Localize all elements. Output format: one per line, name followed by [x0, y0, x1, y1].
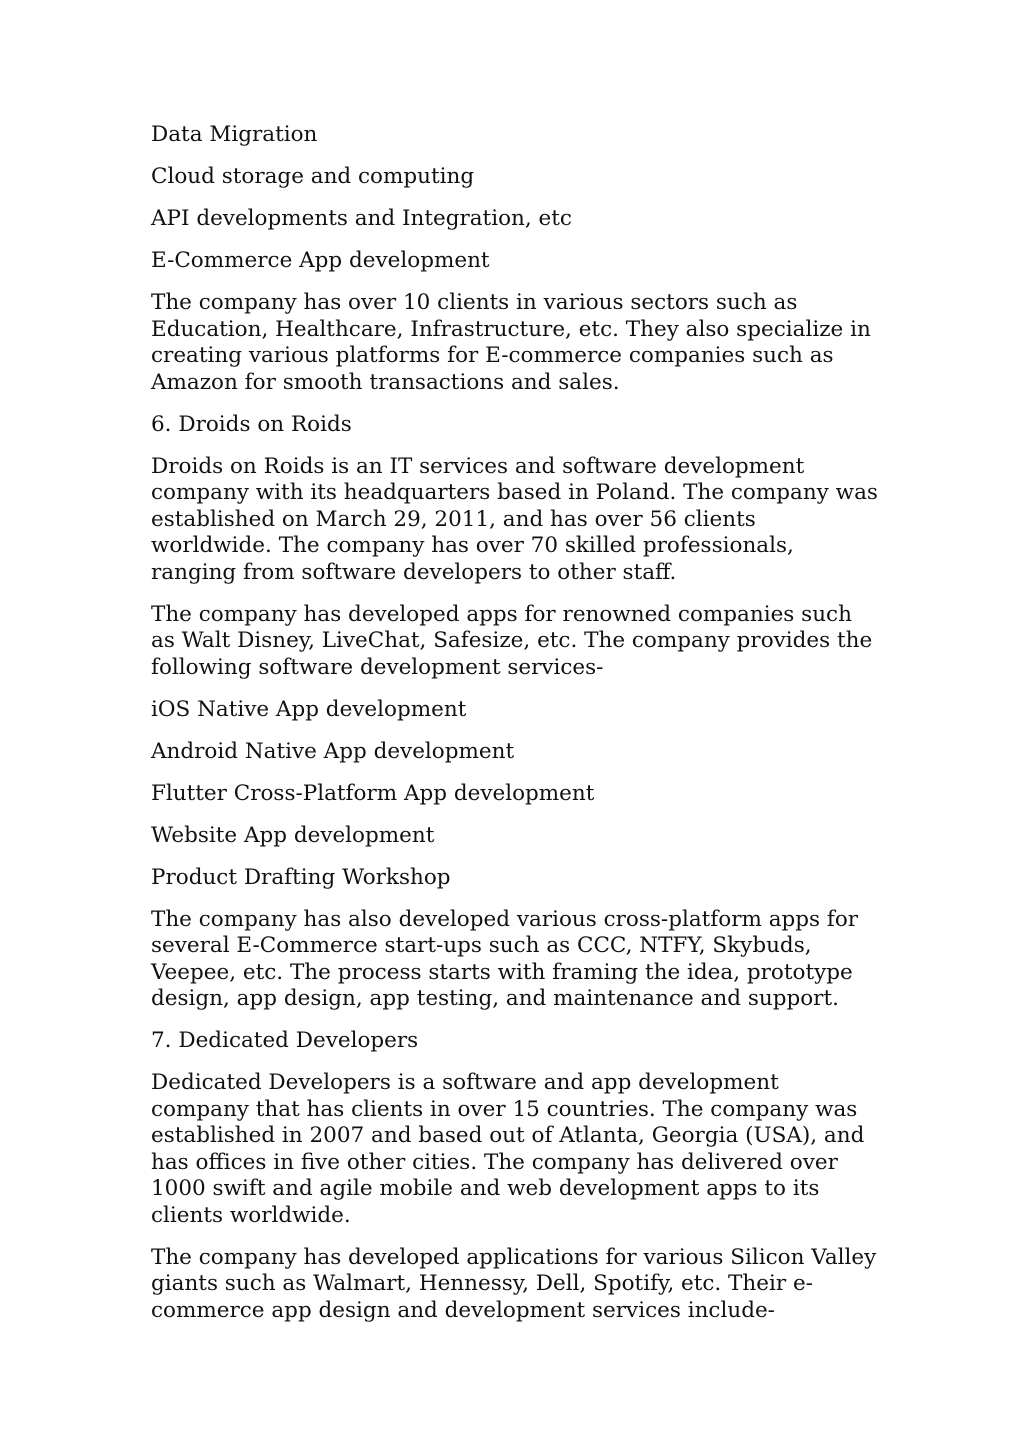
document-page [151, 122, 881, 1340]
body-paragraph: The company has developed applications for various Silicon Valley giants such as Walmart, Hennessy, Dell, Spotify, etc. Their e-commerce app design and development services include- [151, 1244, 877, 1323]
list-item-flutter: Flutter Cross-Platform App development [151, 780, 595, 806]
list-item-product-drafting: Product Drafting Workshop [151, 864, 451, 890]
body-paragraph: The company has over 10 clients in various sectors such as Education, Healthcare, Infrastructure, etc. They also specialize in creating various platforms for E-commerce companies such as Amazon for smooth transactions and sales. [151, 290, 871, 395]
list-item-android-native: Android Native App development [151, 738, 515, 764]
list-item-api-development: API developments and Integration, etc [151, 206, 572, 231]
section-heading-droids-on-roids: 6. Droids on Roids [151, 411, 352, 437]
list-item-ecommerce-app: E-Commerce App development [151, 248, 490, 273]
body-paragraph: The company has developed apps for renowned companies such as Walt Disney, LiveChat, Safesize, etc. The company provides the following software development services- [151, 601, 873, 680]
body-paragraph: Droids on Roids is an IT services and software development company with its headquarters based in Poland. The company was established on March 29, 2011, and has over 56 clients worldwide. The company has over 70 skilled professionals, ranging from software developers to other staff. [151, 453, 878, 585]
body-paragraph: The company has also developed various cross-platform apps for several E-Commerce start-ups such as CCC, NTFY, Skybuds, Veepee, etc. The process starts with framing the idea, prototype design, app design, app testing, and maintenance and support. [151, 906, 859, 1011]
list-item-ios-native: iOS Native App development [151, 696, 467, 722]
section-heading-dedicated-developers: 7. Dedicated Developers [151, 1028, 419, 1053]
list-item-website-app: Website App development [151, 822, 435, 848]
body-paragraph: Dedicated Developers is a software and app development company that has clients in over 15 countries. The company was established in 2007 and based out of Atlanta, Georgia (USA), and has offices in five other cities. The company has delivered over 1000 swift and agile mobile and web development apps to its clients worldwide. [151, 1070, 865, 1228]
list-item-data-migration: Data Migration [151, 122, 318, 147]
list-item-cloud-storage: Cloud storage and computing [151, 164, 475, 189]
